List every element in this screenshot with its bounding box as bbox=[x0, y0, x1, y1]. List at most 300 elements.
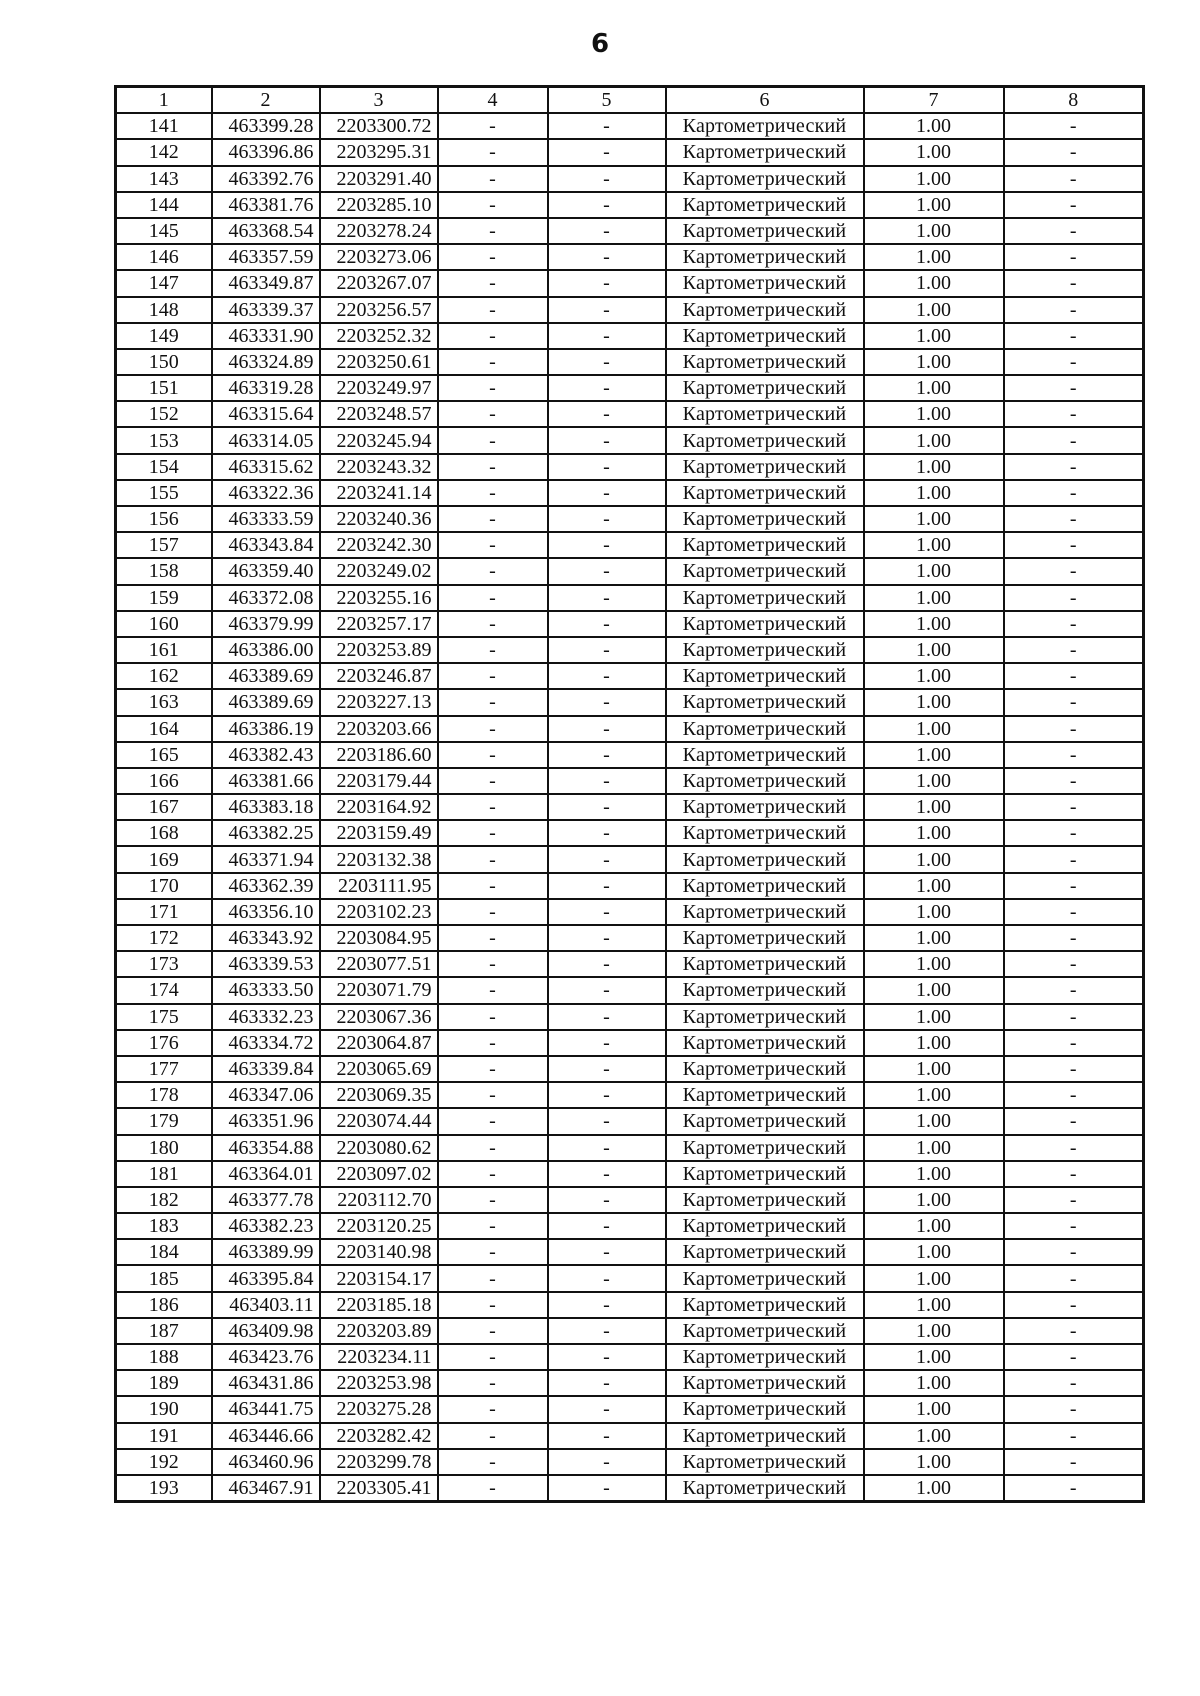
column-8-cell: - bbox=[1004, 637, 1144, 663]
point-number-cell: 163 bbox=[116, 689, 212, 715]
column-5-cell: - bbox=[548, 1423, 666, 1449]
x-coordinate-cell: 463351.96 bbox=[212, 1108, 320, 1134]
column-8-cell: - bbox=[1004, 454, 1144, 480]
accuracy-cell: 1.00 bbox=[864, 139, 1004, 165]
point-number-cell: 183 bbox=[116, 1213, 212, 1239]
x-coordinate-cell: 463423.76 bbox=[212, 1344, 320, 1370]
column-4-cell: - bbox=[438, 1161, 548, 1187]
accuracy-cell: 1.00 bbox=[864, 742, 1004, 768]
y-coordinate-cell: 2203253.98 bbox=[320, 1370, 438, 1396]
method-cell: Картометрический bbox=[666, 1239, 864, 1265]
column-5-cell: - bbox=[548, 716, 666, 742]
table-row bbox=[116, 297, 1144, 323]
table-row bbox=[116, 663, 1144, 689]
table-row bbox=[116, 244, 1144, 270]
x-coordinate-cell: 463403.11 bbox=[212, 1292, 320, 1318]
method-cell: Картометрический bbox=[666, 1292, 864, 1318]
table-row bbox=[116, 977, 1144, 1003]
column-5-cell: - bbox=[548, 585, 666, 611]
column-8-cell: - bbox=[1004, 925, 1144, 951]
y-coordinate-cell: 2203185.18 bbox=[320, 1292, 438, 1318]
accuracy-cell: 1.00 bbox=[864, 1082, 1004, 1108]
column-4-cell: - bbox=[438, 820, 548, 846]
y-coordinate-cell: 2203084.95 bbox=[320, 925, 438, 951]
column-5-cell: - bbox=[548, 323, 666, 349]
column-4-cell: - bbox=[438, 139, 548, 165]
method-cell: Картометрический bbox=[666, 323, 864, 349]
method-cell: Картометрический bbox=[666, 873, 864, 899]
table-row bbox=[116, 480, 1144, 506]
x-coordinate-cell: 463334.72 bbox=[212, 1030, 320, 1056]
accuracy-cell: 1.00 bbox=[864, 454, 1004, 480]
column-5-cell: - bbox=[548, 1004, 666, 1030]
column-8-cell: - bbox=[1004, 1161, 1144, 1187]
accuracy-cell: 1.00 bbox=[864, 1004, 1004, 1030]
column-8-cell: - bbox=[1004, 1213, 1144, 1239]
column-8-cell: - bbox=[1004, 558, 1144, 584]
method-cell: Картометрический bbox=[666, 427, 864, 453]
column-4-cell: - bbox=[438, 1449, 548, 1475]
column-4-cell: - bbox=[438, 1370, 548, 1396]
column-4-cell: - bbox=[438, 401, 548, 427]
method-cell: Картометрический bbox=[666, 1135, 864, 1161]
y-coordinate-cell: 2203252.32 bbox=[320, 323, 438, 349]
y-coordinate-cell: 2203203.89 bbox=[320, 1318, 438, 1344]
column-8-cell: - bbox=[1004, 585, 1144, 611]
column-8-cell: - bbox=[1004, 1056, 1144, 1082]
column-5-cell: - bbox=[548, 192, 666, 218]
y-coordinate-cell: 2203077.51 bbox=[320, 951, 438, 977]
method-cell: Картометрический bbox=[666, 375, 864, 401]
column-5-cell: - bbox=[548, 1213, 666, 1239]
x-coordinate-cell: 463324.89 bbox=[212, 349, 320, 375]
column-8-cell: - bbox=[1004, 951, 1144, 977]
accuracy-cell: 1.00 bbox=[864, 532, 1004, 558]
y-coordinate-cell: 2203267.07 bbox=[320, 270, 438, 296]
column-4-cell: - bbox=[438, 925, 548, 951]
point-number-cell: 148 bbox=[116, 297, 212, 323]
point-number-cell: 164 bbox=[116, 716, 212, 742]
point-number-cell: 193 bbox=[116, 1475, 212, 1502]
column-4-cell: - bbox=[438, 1318, 548, 1344]
column-8-cell: - bbox=[1004, 349, 1144, 375]
accuracy-cell: 1.00 bbox=[864, 663, 1004, 689]
table-row bbox=[116, 794, 1144, 820]
x-coordinate-cell: 463467.91 bbox=[212, 1475, 320, 1502]
column-8-cell: - bbox=[1004, 846, 1144, 872]
accuracy-cell: 1.00 bbox=[864, 951, 1004, 977]
x-coordinate-cell: 463382.23 bbox=[212, 1213, 320, 1239]
table-row bbox=[116, 846, 1144, 872]
method-cell: Картометрический bbox=[666, 1082, 864, 1108]
method-cell: Картометрический bbox=[666, 1187, 864, 1213]
method-cell: Картометрический bbox=[666, 794, 864, 820]
method-cell: Картометрический bbox=[666, 532, 864, 558]
column-5-cell: - bbox=[548, 1030, 666, 1056]
point-number-cell: 167 bbox=[116, 794, 212, 820]
method-cell: Картометрический bbox=[666, 480, 864, 506]
point-number-cell: 171 bbox=[116, 899, 212, 925]
accuracy-cell: 1.00 bbox=[864, 689, 1004, 715]
method-cell: Картометрический bbox=[666, 951, 864, 977]
y-coordinate-cell: 2203112.70 bbox=[320, 1187, 438, 1213]
method-cell: Картометрический bbox=[666, 244, 864, 270]
point-number-cell: 181 bbox=[116, 1161, 212, 1187]
point-number-cell: 162 bbox=[116, 663, 212, 689]
accuracy-cell: 1.00 bbox=[864, 637, 1004, 663]
method-cell: Картометрический bbox=[666, 1475, 864, 1502]
column-8-cell: - bbox=[1004, 899, 1144, 925]
table-row bbox=[116, 113, 1144, 139]
point-number-cell: 150 bbox=[116, 349, 212, 375]
accuracy-cell: 1.00 bbox=[864, 820, 1004, 846]
point-number-cell: 149 bbox=[116, 323, 212, 349]
accuracy-cell: 1.00 bbox=[864, 427, 1004, 453]
column-4-cell: - bbox=[438, 873, 548, 899]
accuracy-cell: 1.00 bbox=[864, 716, 1004, 742]
column-4-cell: - bbox=[438, 1213, 548, 1239]
y-coordinate-cell: 2203255.16 bbox=[320, 585, 438, 611]
x-coordinate-cell: 463386.00 bbox=[212, 637, 320, 663]
method-cell: Картометрический bbox=[666, 166, 864, 192]
accuracy-cell: 1.00 bbox=[864, 1370, 1004, 1396]
table-row bbox=[116, 1265, 1144, 1291]
method-cell: Картометрический bbox=[666, 1213, 864, 1239]
table-row bbox=[116, 1135, 1144, 1161]
column-5-cell: - bbox=[548, 113, 666, 139]
x-coordinate-cell: 463399.28 bbox=[212, 113, 320, 139]
point-number-cell: 142 bbox=[116, 139, 212, 165]
y-coordinate-cell: 2203071.79 bbox=[320, 977, 438, 1003]
y-coordinate-cell: 2203285.10 bbox=[320, 192, 438, 218]
column-5-cell: - bbox=[548, 375, 666, 401]
y-coordinate-cell: 2203275.28 bbox=[320, 1396, 438, 1422]
column-8-cell: - bbox=[1004, 663, 1144, 689]
column-8-cell: - bbox=[1004, 1265, 1144, 1291]
table-row bbox=[116, 899, 1144, 925]
column-4-cell: - bbox=[438, 1135, 548, 1161]
x-coordinate-cell: 463315.64 bbox=[212, 401, 320, 427]
accuracy-cell: 1.00 bbox=[864, 192, 1004, 218]
method-cell: Картометрический bbox=[666, 716, 864, 742]
point-number-cell: 152 bbox=[116, 401, 212, 427]
column-4-cell: - bbox=[438, 113, 548, 139]
method-cell: Картометрический bbox=[666, 454, 864, 480]
column-4-cell: - bbox=[438, 951, 548, 977]
column-8-cell: - bbox=[1004, 1318, 1144, 1344]
table-row bbox=[116, 951, 1144, 977]
x-coordinate-cell: 463322.36 bbox=[212, 480, 320, 506]
column-5-cell: - bbox=[548, 1108, 666, 1134]
column-4-cell: - bbox=[438, 532, 548, 558]
column-5-cell: - bbox=[548, 977, 666, 1003]
table-row bbox=[116, 873, 1144, 899]
column-5-cell: - bbox=[548, 794, 666, 820]
point-number-cell: 147 bbox=[116, 270, 212, 296]
point-number-cell: 186 bbox=[116, 1292, 212, 1318]
column-5-cell: - bbox=[548, 1449, 666, 1475]
table-row bbox=[116, 925, 1144, 951]
x-coordinate-cell: 463347.06 bbox=[212, 1082, 320, 1108]
point-number-cell: 151 bbox=[116, 375, 212, 401]
point-number-cell: 153 bbox=[116, 427, 212, 453]
x-coordinate-cell: 463389.69 bbox=[212, 663, 320, 689]
column-4-cell: - bbox=[438, 1187, 548, 1213]
y-coordinate-cell: 2203140.98 bbox=[320, 1239, 438, 1265]
x-coordinate-cell: 463389.99 bbox=[212, 1239, 320, 1265]
y-coordinate-cell: 2203164.92 bbox=[320, 794, 438, 820]
accuracy-cell: 1.00 bbox=[864, 925, 1004, 951]
table-row bbox=[116, 1161, 1144, 1187]
method-cell: Картометрический bbox=[666, 1030, 864, 1056]
point-number-cell: 176 bbox=[116, 1030, 212, 1056]
accuracy-cell: 1.00 bbox=[864, 794, 1004, 820]
y-coordinate-cell: 2203246.87 bbox=[320, 663, 438, 689]
accuracy-cell: 1.00 bbox=[864, 846, 1004, 872]
column-5-cell: - bbox=[548, 480, 666, 506]
method-cell: Картометрический bbox=[666, 1265, 864, 1291]
y-coordinate-cell: 2203257.17 bbox=[320, 611, 438, 637]
table-row bbox=[116, 1423, 1144, 1449]
column-4-cell: - bbox=[438, 454, 548, 480]
y-coordinate-cell: 2203243.32 bbox=[320, 454, 438, 480]
y-coordinate-cell: 2203097.02 bbox=[320, 1161, 438, 1187]
accuracy-cell: 1.00 bbox=[864, 1056, 1004, 1082]
column-5-cell: - bbox=[548, 768, 666, 794]
column-5-cell: - bbox=[548, 427, 666, 453]
column-4-cell: - bbox=[438, 1030, 548, 1056]
y-coordinate-cell: 2203203.66 bbox=[320, 716, 438, 742]
column-4-cell: - bbox=[438, 1082, 548, 1108]
y-coordinate-cell: 2203241.14 bbox=[320, 480, 438, 506]
point-number-cell: 170 bbox=[116, 873, 212, 899]
x-coordinate-cell: 463333.59 bbox=[212, 506, 320, 532]
y-coordinate-cell: 2203282.42 bbox=[320, 1423, 438, 1449]
column-4-cell: - bbox=[438, 1475, 548, 1502]
point-number-cell: 169 bbox=[116, 846, 212, 872]
accuracy-cell: 1.00 bbox=[864, 1161, 1004, 1187]
point-number-cell: 175 bbox=[116, 1004, 212, 1030]
table-row bbox=[116, 611, 1144, 637]
point-number-cell: 166 bbox=[116, 768, 212, 794]
table-row bbox=[116, 1213, 1144, 1239]
x-coordinate-cell: 463395.84 bbox=[212, 1265, 320, 1291]
method-cell: Картометрический bbox=[666, 401, 864, 427]
accuracy-cell: 1.00 bbox=[864, 506, 1004, 532]
x-coordinate-cell: 463349.87 bbox=[212, 270, 320, 296]
column-4-cell: - bbox=[438, 1292, 548, 1318]
method-cell: Картометрический bbox=[666, 611, 864, 637]
y-coordinate-cell: 2203064.87 bbox=[320, 1030, 438, 1056]
column-8-cell: - bbox=[1004, 139, 1144, 165]
table-row bbox=[116, 270, 1144, 296]
accuracy-cell: 1.00 bbox=[864, 873, 1004, 899]
point-number-cell: 146 bbox=[116, 244, 212, 270]
x-coordinate-cell: 463381.66 bbox=[212, 768, 320, 794]
table-row bbox=[116, 1004, 1144, 1030]
accuracy-cell: 1.00 bbox=[864, 375, 1004, 401]
method-cell: Картометрический bbox=[666, 899, 864, 925]
point-number-cell: 172 bbox=[116, 925, 212, 951]
column-header: 7 bbox=[864, 87, 1004, 114]
table-row bbox=[116, 1370, 1144, 1396]
column-8-cell: - bbox=[1004, 375, 1144, 401]
y-coordinate-cell: 2203234.11 bbox=[320, 1344, 438, 1370]
point-number-cell: 155 bbox=[116, 480, 212, 506]
column-5-cell: - bbox=[548, 663, 666, 689]
table-row bbox=[116, 349, 1144, 375]
x-coordinate-cell: 463354.88 bbox=[212, 1135, 320, 1161]
accuracy-cell: 1.00 bbox=[864, 1239, 1004, 1265]
table-row bbox=[116, 1030, 1144, 1056]
column-5-cell: - bbox=[548, 637, 666, 663]
point-number-cell: 161 bbox=[116, 637, 212, 663]
method-cell: Картометрический bbox=[666, 846, 864, 872]
column-8-cell: - bbox=[1004, 1108, 1144, 1134]
accuracy-cell: 1.00 bbox=[864, 1475, 1004, 1502]
y-coordinate-cell: 2203102.23 bbox=[320, 899, 438, 925]
x-coordinate-cell: 463382.25 bbox=[212, 820, 320, 846]
column-8-cell: - bbox=[1004, 401, 1144, 427]
method-cell: Картометрический bbox=[666, 977, 864, 1003]
column-8-cell: - bbox=[1004, 1344, 1144, 1370]
y-coordinate-cell: 2203227.13 bbox=[320, 689, 438, 715]
accuracy-cell: 1.00 bbox=[864, 768, 1004, 794]
accuracy-cell: 1.00 bbox=[864, 270, 1004, 296]
column-5-cell: - bbox=[548, 166, 666, 192]
column-8-cell: - bbox=[1004, 820, 1144, 846]
column-5-cell: - bbox=[548, 1396, 666, 1422]
accuracy-cell: 1.00 bbox=[864, 1423, 1004, 1449]
y-coordinate-cell: 2203111.95 bbox=[320, 873, 438, 899]
x-coordinate-cell: 463389.69 bbox=[212, 689, 320, 715]
x-coordinate-cell: 463409.98 bbox=[212, 1318, 320, 1344]
x-coordinate-cell: 463446.66 bbox=[212, 1423, 320, 1449]
point-number-cell: 144 bbox=[116, 192, 212, 218]
column-8-cell: - bbox=[1004, 689, 1144, 715]
accuracy-cell: 1.00 bbox=[864, 1318, 1004, 1344]
accuracy-cell: 1.00 bbox=[864, 977, 1004, 1003]
accuracy-cell: 1.00 bbox=[864, 1213, 1004, 1239]
column-8-cell: - bbox=[1004, 192, 1144, 218]
method-cell: Картометрический bbox=[666, 742, 864, 768]
table-row bbox=[116, 637, 1144, 663]
method-cell: Картометрический bbox=[666, 349, 864, 375]
column-5-cell: - bbox=[548, 846, 666, 872]
accuracy-cell: 1.00 bbox=[864, 1265, 1004, 1291]
point-number-cell: 179 bbox=[116, 1108, 212, 1134]
table-row bbox=[116, 1108, 1144, 1134]
y-coordinate-cell: 2203065.69 bbox=[320, 1056, 438, 1082]
y-coordinate-cell: 2203253.89 bbox=[320, 637, 438, 663]
point-number-cell: 182 bbox=[116, 1187, 212, 1213]
x-coordinate-cell: 463315.62 bbox=[212, 454, 320, 480]
column-8-cell: - bbox=[1004, 742, 1144, 768]
column-8-cell: - bbox=[1004, 1292, 1144, 1318]
column-5-cell: - bbox=[548, 689, 666, 715]
table-row bbox=[116, 585, 1144, 611]
point-number-cell: 156 bbox=[116, 506, 212, 532]
point-number-cell: 174 bbox=[116, 977, 212, 1003]
table-row bbox=[116, 1187, 1144, 1213]
method-cell: Картометрический bbox=[666, 1056, 864, 1082]
method-cell: Картометрический bbox=[666, 270, 864, 296]
x-coordinate-cell: 463383.18 bbox=[212, 794, 320, 820]
column-5-cell: - bbox=[548, 558, 666, 584]
column-4-cell: - bbox=[438, 899, 548, 925]
column-4-cell: - bbox=[438, 768, 548, 794]
column-5-cell: - bbox=[548, 1265, 666, 1291]
x-coordinate-cell: 463339.37 bbox=[212, 297, 320, 323]
y-coordinate-cell: 2203248.57 bbox=[320, 401, 438, 427]
accuracy-cell: 1.00 bbox=[864, 585, 1004, 611]
x-coordinate-cell: 463460.96 bbox=[212, 1449, 320, 1475]
column-8-cell: - bbox=[1004, 113, 1144, 139]
table-row bbox=[116, 454, 1144, 480]
column-8-cell: - bbox=[1004, 1475, 1144, 1502]
table-row bbox=[116, 1239, 1144, 1265]
method-cell: Картометрический bbox=[666, 1423, 864, 1449]
x-coordinate-cell: 463357.59 bbox=[212, 244, 320, 270]
method-cell: Картометрический bbox=[666, 1370, 864, 1396]
column-4-cell: - bbox=[438, 716, 548, 742]
column-8-cell: - bbox=[1004, 873, 1144, 899]
method-cell: Картометрический bbox=[666, 820, 864, 846]
table-row bbox=[116, 689, 1144, 715]
column-8-cell: - bbox=[1004, 1239, 1144, 1265]
accuracy-cell: 1.00 bbox=[864, 1030, 1004, 1056]
column-header: 1 bbox=[116, 87, 212, 114]
column-5-cell: - bbox=[548, 218, 666, 244]
column-8-cell: - bbox=[1004, 270, 1144, 296]
column-5-cell: - bbox=[548, 1475, 666, 1502]
x-coordinate-cell: 463362.39 bbox=[212, 873, 320, 899]
y-coordinate-cell: 2203186.60 bbox=[320, 742, 438, 768]
column-4-cell: - bbox=[438, 427, 548, 453]
table-row bbox=[116, 1475, 1144, 1502]
method-cell: Картометрический bbox=[666, 1344, 864, 1370]
x-coordinate-cell: 463339.53 bbox=[212, 951, 320, 977]
column-4-cell: - bbox=[438, 585, 548, 611]
table-row bbox=[116, 1056, 1144, 1082]
column-5-cell: - bbox=[548, 1161, 666, 1187]
table-row bbox=[116, 375, 1144, 401]
accuracy-cell: 1.00 bbox=[864, 1135, 1004, 1161]
table-row bbox=[116, 427, 1144, 453]
column-8-cell: - bbox=[1004, 977, 1144, 1003]
column-4-cell: - bbox=[438, 663, 548, 689]
point-number-cell: 159 bbox=[116, 585, 212, 611]
accuracy-cell: 1.00 bbox=[864, 1396, 1004, 1422]
y-coordinate-cell: 2203179.44 bbox=[320, 768, 438, 794]
y-coordinate-cell: 2203080.62 bbox=[320, 1135, 438, 1161]
point-number-cell: 168 bbox=[116, 820, 212, 846]
point-number-cell: 188 bbox=[116, 1344, 212, 1370]
x-coordinate-cell: 463368.54 bbox=[212, 218, 320, 244]
x-coordinate-cell: 463381.76 bbox=[212, 192, 320, 218]
accuracy-cell: 1.00 bbox=[864, 558, 1004, 584]
table-row bbox=[116, 532, 1144, 558]
column-8-cell: - bbox=[1004, 1135, 1144, 1161]
accuracy-cell: 1.00 bbox=[864, 244, 1004, 270]
column-4-cell: - bbox=[438, 1396, 548, 1422]
table-row bbox=[116, 1318, 1144, 1344]
table-header-row bbox=[116, 87, 1144, 114]
column-4-cell: - bbox=[438, 375, 548, 401]
point-number-cell: 158 bbox=[116, 558, 212, 584]
x-coordinate-cell: 463343.84 bbox=[212, 532, 320, 558]
method-cell: Картометрический bbox=[666, 558, 864, 584]
